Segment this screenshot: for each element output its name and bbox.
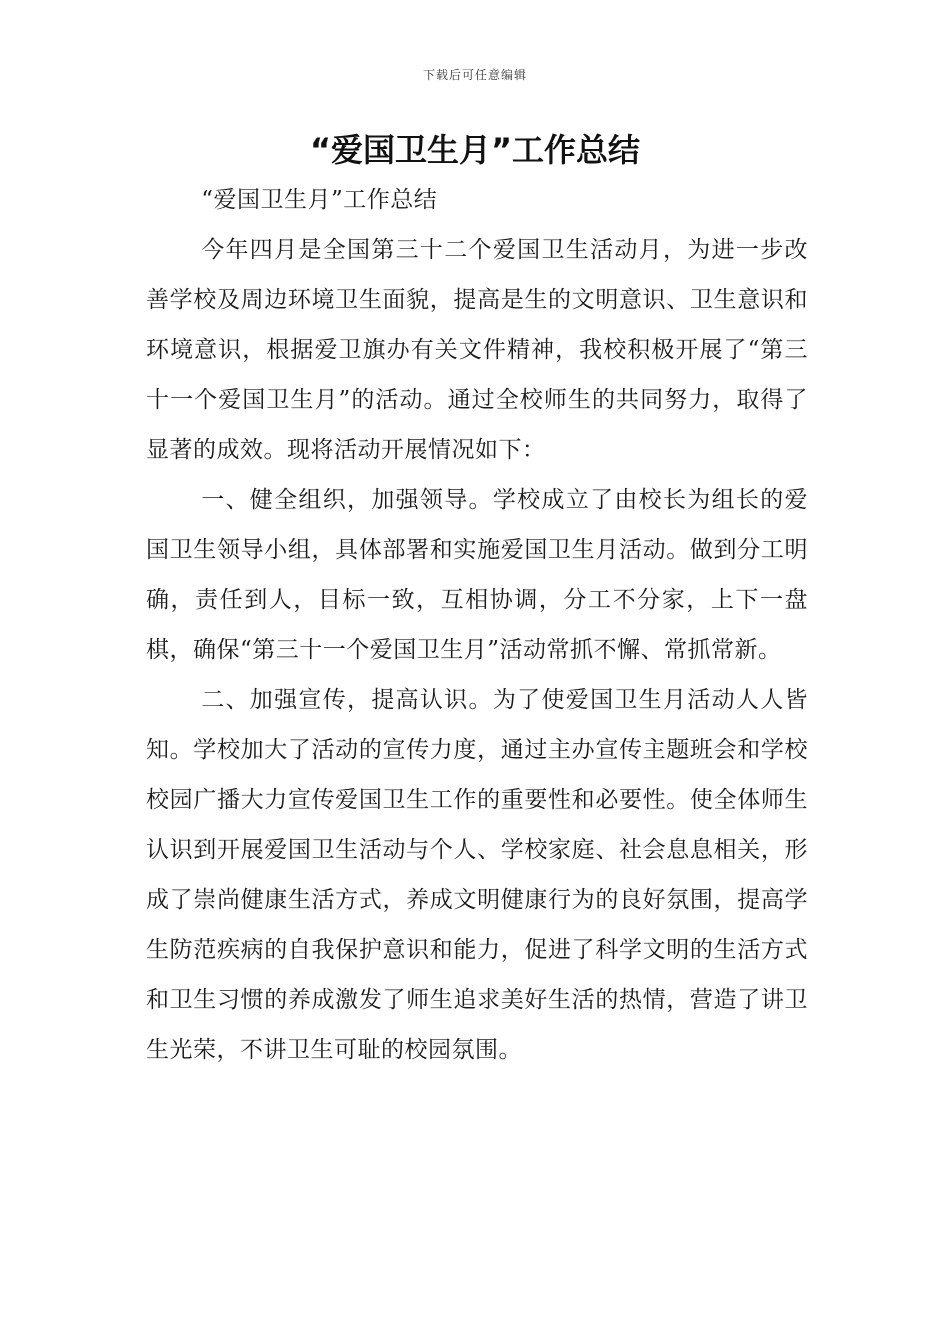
paragraph-intro: 今年四月是全国第三十二个爱国卫生活动月，为进一步改善学校及周边环境卫生面貌，提高是生的文明意识、卫生意识和环境意识，根据爱卫旗办有关文件精神，我校积极开展了“第三十一个爱国卫生月”的活动。通过全校师生的共同努力，取得了显著的成效。现将活动开展情况如下： (146, 237, 808, 463)
paragraph-subtitle: “爱国卫生月”工作总结 (201, 187, 438, 213)
paragraph-section-2: 二、加强宣传，提高认识。为了使爱国卫生月活动人人皆知。学校加大了活动的宣传力度，通过主办宣传主题班会和学校校园广播大力宣传爱国卫生工作的重要性和必要性。使全体师生认识到开展爱国卫生活动与个人、学校家庭、社会息息相关，形成了崇尚健康生活方式，养成文明健康行为的良好氛围，提高学生防范疾病的自我保护意识和能力，促进了科学文明的生活方式和卫生习惯的养成激发了师生追求美好生活的热情，营造了讲卫生光荣，不讲卫生可耻的校园氛围。 (146, 687, 808, 1063)
paragraph-section-1: 一、健全组织，加强领导。学校成立了由校长为组长的爱国卫生领导小组，具体部署和实施爱国卫生月活动。做到分工明确，责任到人，目标一致，互相协调，分工不分家，上下一盘棋，确保“第三十一个爱国卫生月”活动常抓不懈、常抓常新。 (146, 487, 808, 663)
document-body (146, 175, 808, 1075)
document-title: “爱国卫生月”工作总结 (309, 131, 641, 169)
header-note: 下载后可任意编辑 (422, 68, 527, 82)
